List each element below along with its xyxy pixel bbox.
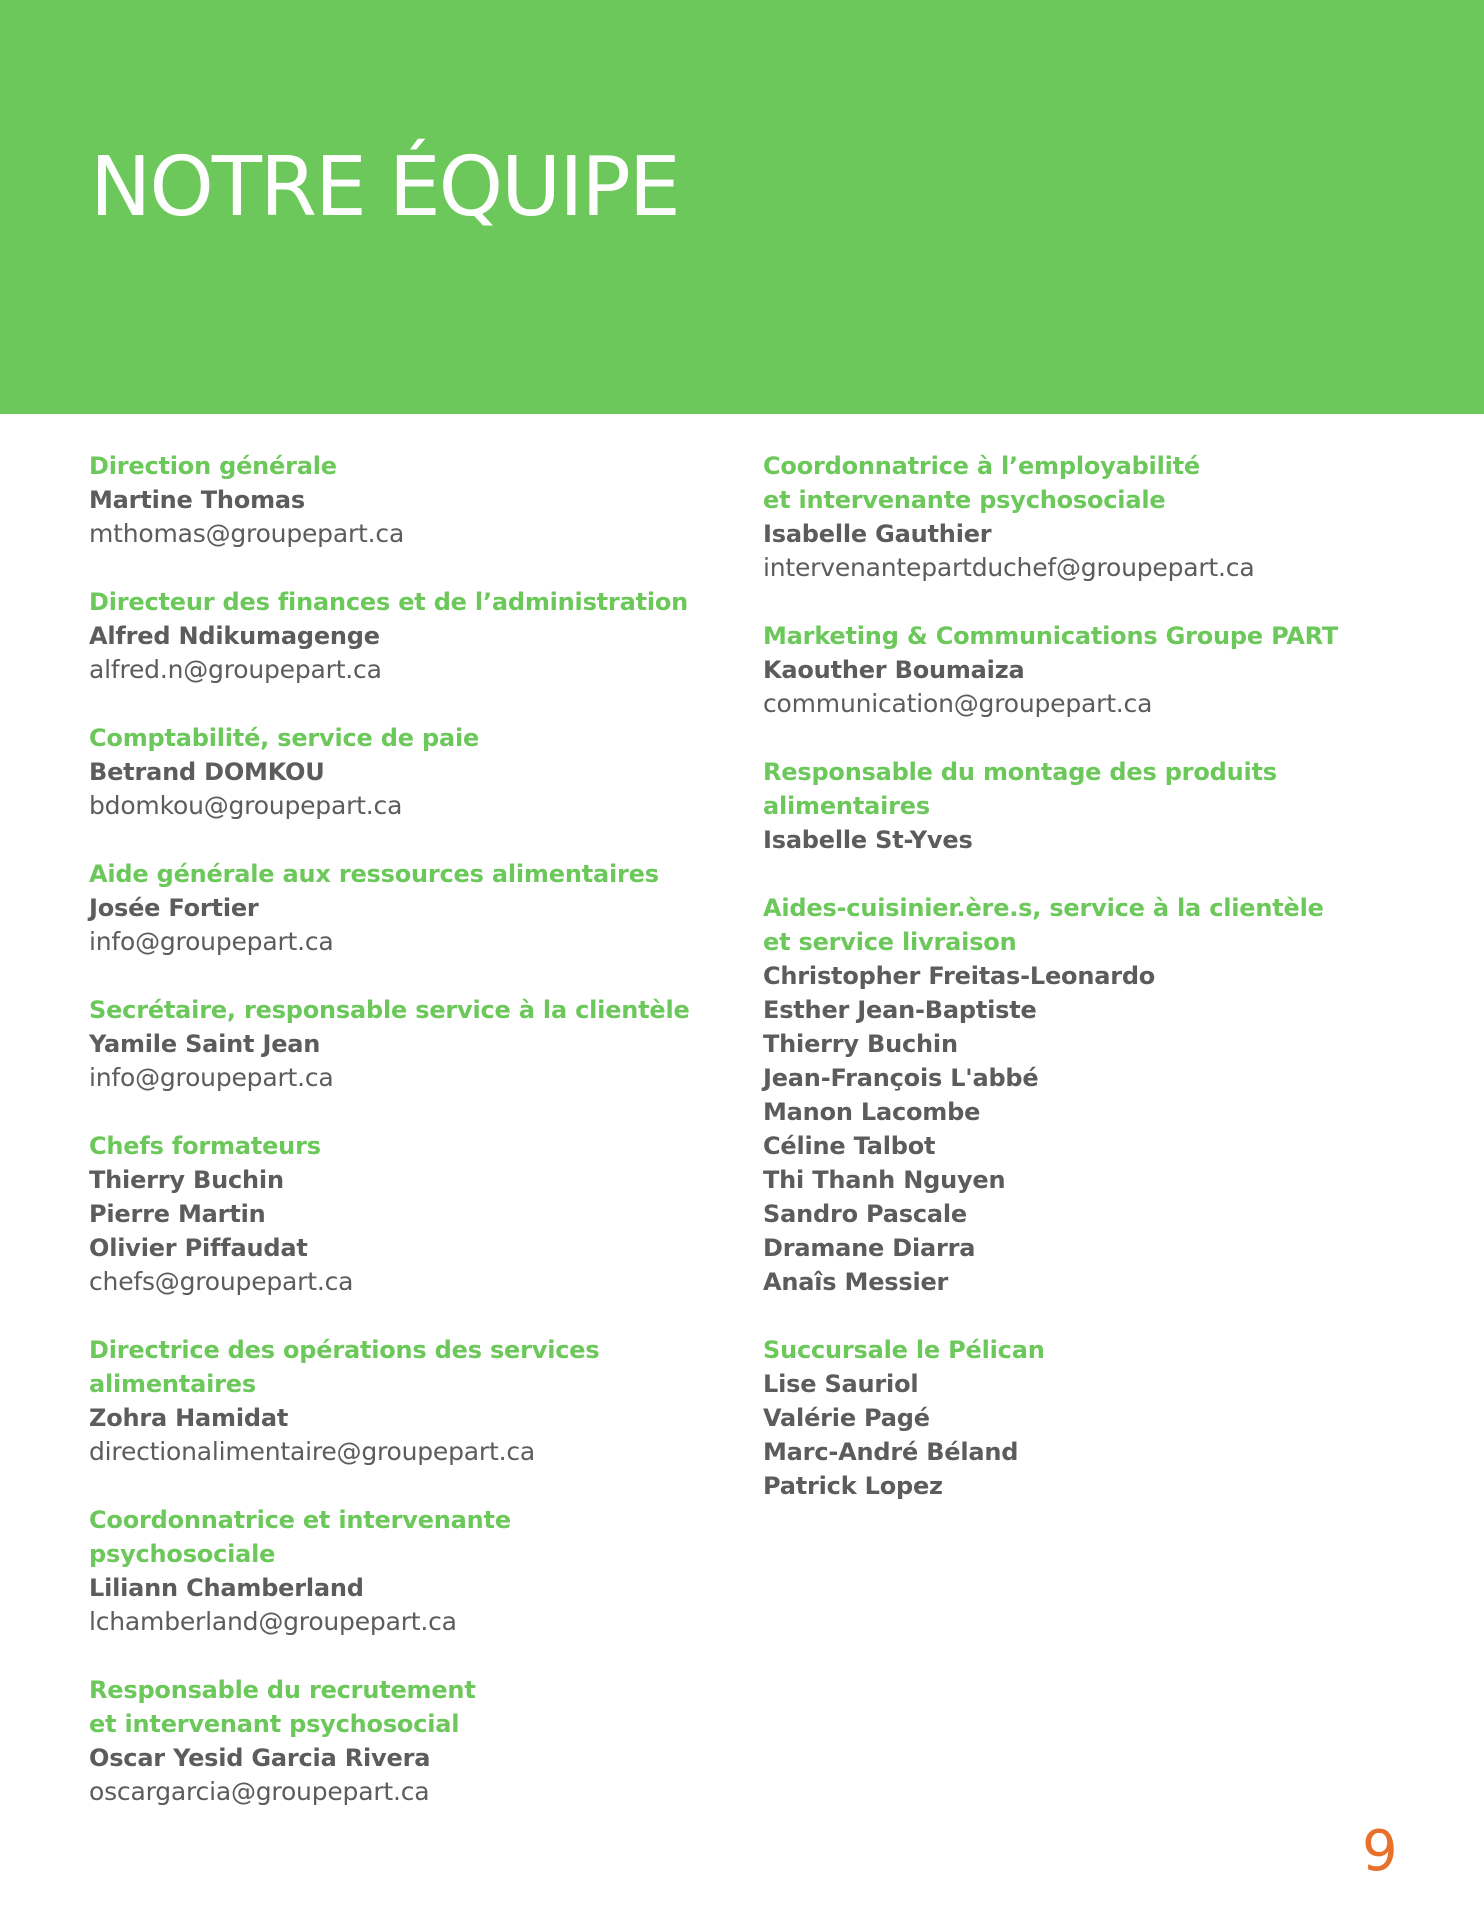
team-section (89, 1333, 749, 1469)
page-number: 9 (1362, 1819, 1398, 1884)
person-name: Marc-André Béland (763, 1438, 1019, 1466)
email-address: intervenantepartduchef@groupepart.ca (763, 553, 1255, 582)
email-address: chefs@groupepart.ca (89, 1267, 354, 1296)
team-section (763, 891, 1443, 1299)
role-title: Succursale le Pélican (763, 1336, 1045, 1364)
person-name: Isabelle Gauthier (763, 520, 992, 548)
header-banner (0, 0, 1484, 414)
team-section (89, 1503, 749, 1639)
role-title: et service livraison (763, 928, 1017, 956)
person-name: Yamile Saint Jean (89, 1030, 321, 1058)
email-address: communication@groupepart.ca (763, 689, 1153, 718)
person-name: Olivier Piffaudat (89, 1234, 308, 1262)
person-name: Patrick Lopez (763, 1472, 943, 1500)
email-address: info@groupepart.ca (89, 1063, 334, 1092)
person-name: Christopher Freitas-Leonardo (763, 962, 1156, 990)
person-name: Thierry Buchin (763, 1030, 958, 1058)
person-name: Lise Sauriol (763, 1370, 919, 1398)
team-section (763, 449, 1443, 585)
role-title: Directeur des finances et de l’administration (89, 588, 689, 616)
email-address: info@groupepart.ca (89, 927, 334, 956)
role-title: Chefs formateurs (89, 1132, 321, 1160)
person-name: Martine Thomas (89, 486, 305, 514)
person-name: Sandro Pascale (763, 1200, 967, 1228)
role-title: Comptabilité, service de paie (89, 724, 480, 752)
person-name: Isabelle St-Yves (763, 826, 973, 854)
email-address: oscargarcia@groupepart.ca (89, 1777, 430, 1806)
person-name: Oscar Yesid Garcia Rivera (89, 1744, 431, 1772)
person-name: Valérie Pagé (763, 1404, 930, 1432)
person-name: Céline Talbot (763, 1132, 936, 1160)
role-title: Coordonnatrice à l’employabilité (763, 452, 1200, 480)
team-section (89, 1673, 749, 1809)
team-section (89, 449, 749, 551)
role-title: Coordonnatrice et intervenante (89, 1506, 511, 1534)
role-title: Aides-cuisinier.ère.s, service à la clientèle (763, 894, 1324, 922)
role-title: Responsable du recrutement (89, 1676, 476, 1704)
left-column (89, 449, 749, 1843)
email-address: directionalimentaire@groupepart.ca (89, 1437, 535, 1466)
person-name: Thierry Buchin (89, 1166, 284, 1194)
email-address: alfred.n@groupepart.ca (89, 655, 382, 684)
email-address: bdomkou@groupepart.ca (89, 791, 403, 820)
team-section (763, 755, 1443, 857)
team-section (89, 1129, 749, 1299)
person-name: Manon Lacombe (763, 1098, 981, 1126)
person-name: Dramane Diarra (763, 1234, 976, 1262)
person-name: Pierre Martin (89, 1200, 266, 1228)
person-name: Alfred Ndikumagenge (89, 622, 380, 650)
role-title: Marketing & Communications Groupe PART (763, 622, 1339, 650)
role-title: et intervenant psychosocial (89, 1710, 460, 1738)
role-title: psychosociale (89, 1540, 276, 1568)
person-name: Esther Jean-Baptiste (763, 996, 1037, 1024)
email-address: lchamberland@groupepart.ca (89, 1607, 457, 1636)
team-section (89, 721, 749, 823)
role-title: Directrice des opérations des services (89, 1336, 600, 1364)
person-name: Josée Fortier (89, 894, 259, 922)
person-name: Kaouther Boumaiza (763, 656, 1025, 684)
role-title: Direction générale (89, 452, 337, 480)
email-address: mthomas@groupepart.ca (89, 519, 405, 548)
team-section (89, 585, 749, 687)
person-name: Betrand DOMKOU (89, 758, 325, 786)
role-title: alimentaires (89, 1370, 256, 1398)
role-title: alimentaires (763, 792, 930, 820)
team-section (763, 1333, 1443, 1503)
team-section (763, 619, 1443, 721)
role-title: Responsable du montage des produits (763, 758, 1277, 786)
person-name: Thi Thanh Nguyen (763, 1166, 1006, 1194)
person-name: Anaîs Messier (763, 1268, 949, 1296)
team-section (89, 993, 749, 1095)
right-column (763, 449, 1443, 1537)
person-name: Jean-François L'abbé (763, 1064, 1039, 1092)
role-title: et intervenante psychosociale (763, 486, 1166, 514)
person-name: Zohra Hamidat (89, 1404, 289, 1432)
person-name: Liliann Chamberland (89, 1574, 364, 1602)
role-title: Secrétaire, responsable service à la clientèle (89, 996, 690, 1024)
role-title: Aide générale aux ressources alimentaires (89, 860, 659, 888)
page-title: NOTRE ÉQUIPE (90, 140, 679, 235)
team-section (89, 857, 749, 959)
